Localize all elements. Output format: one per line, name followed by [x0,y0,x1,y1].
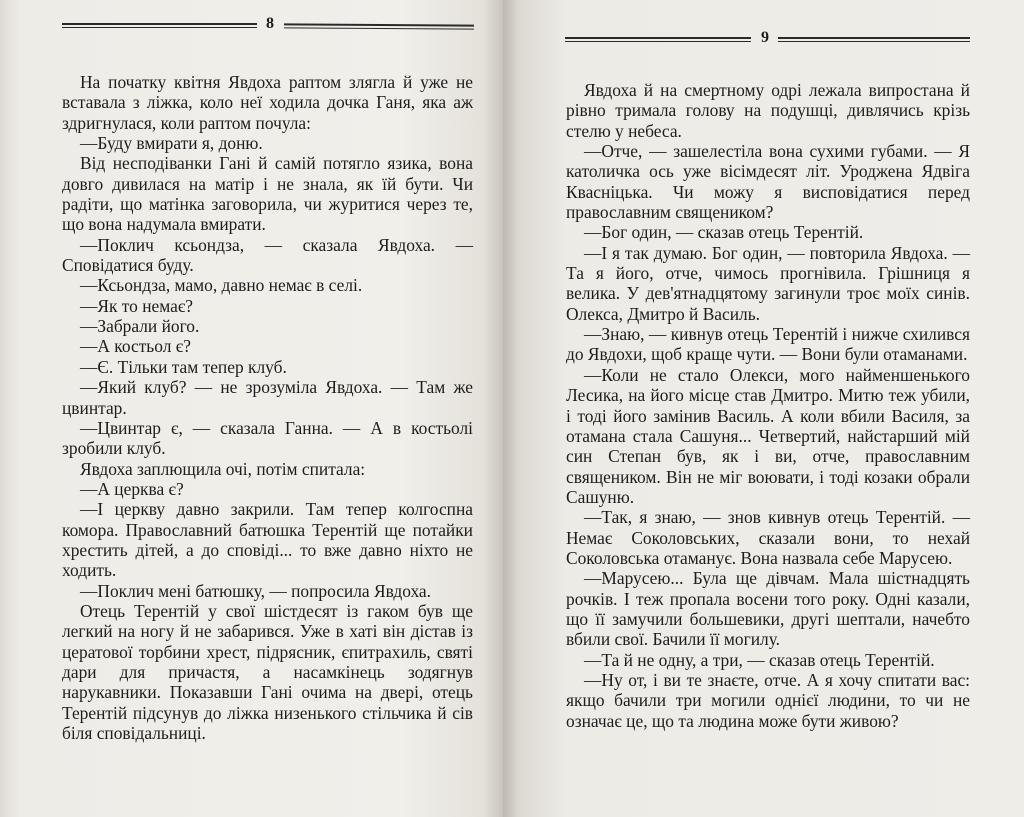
paragraph: Явдоха й на смертному одрі лежала випростана й рівно тримала голову на подушці, дивлячись крізь стелю у небеса. [566,80,970,141]
paragraph: —Поклич ксьондза, — сказала Явдоха. — Сповідатися буду. [62,234,473,276]
right-page-header [565,28,970,48]
page-number: 9 [761,29,769,46]
paragraph: —Ну от, і ви те знаєте, отче. А я хочу спитати вас: якщо бачили три могили однієї людини, то чи не означає це, що та людина може бути живою? [566,669,970,731]
paragraph: —Буду вмирати я, доню. [80,133,263,154]
header-rule-right [778,37,970,42]
paragraph: —Та й не одну, а три, — сказав отець Терентій. [584,649,935,670]
paragraph: —Бог один, — сказав отець Терентій. [584,222,864,243]
paragraph: На початку квітня Явдоха раптом злягла й уже не вставала з ліжка, коло неї ходила дочка Ганя, яка аж здригнулася, коли раптом почула: [62,72,473,133]
paragraph: —А церква є? [80,478,184,499]
paragraph: —І я так думаю. Бог один, — повторила Явдоха. — Та я його, отче, чимось прогнівила. Грішниця я велика. У дев'ятнадцятому загинули троє моїх синів. Олекса, Дмитро й Василь. [566,242,970,324]
paragraph: —Ксьондза, мамо, давно немає в селі. [80,275,363,296]
paragraph: —Так, я знаю, — знов кивнув отець Терентій. — Немає Соколовських, сказали вони, то нехай Соколовська отаманує. Вона назвала себе Марусею. [566,507,970,568]
right-page [503,0,1024,817]
header-rule-left [565,37,751,42]
right-page-text [566,80,970,731]
left-page [0,0,503,817]
paragraph: —І церкву давно закрили. Там тепер колгоспна комора. Православний батюшка Терентій ще потайки хрестить дітей, а до сповіді... то вже давно ніхто не ходить. [62,499,473,581]
left-page-header [62,14,474,34]
paragraph: —Як то немає? [80,295,194,316]
header-rule-right [284,23,474,29]
paragraph: —Коли не стало Олекси, мого найменшенького Лесика, на його місце став Дмитро. Митю теж убили, і тоді його замінив Василь. А коли вбили Василя, за отамана стала Сашуня... Четвертий, найстарший мій син Степан був, як і ви, отче, православним священиком. Він не міг воювати, і тоді козаки обрали Сашуню. [566,364,970,507]
paragraph: —Знаю, — кивнув отець Терентій і нижче схилився до Явдохи, щоб краще чути. — Вони були отаманами. [566,324,970,365]
paragraph: Отець Терентій у свої шістдесят із гаком був ще легкий на ногу й не забарився. Уже в хаті він дістав із цератової торбини хрест, підрясник, єпитрахиль, святі дари для причастя, а насамкінець зодягнув нарукавники. Показавши Гані очима на двері, отець Терентій підсунув до ліжка низенького стільчика й сів біля сповідальниці. [62,600,473,743]
header-rule-left [62,23,257,28]
paragraph: Явдоха заплющила очі, потім спитала: [80,458,366,479]
paragraph: Від несподіванки Гані й самій потягло язика, вона довго дивилася на матір і не знала, як їй бути. Чи радіти, що матінка заговорила, чи журитися через те, що вона надумала вмирати. [62,153,473,235]
left-page-text [62,72,473,743]
paragraph: —Цвинтар є, — сказала Ганна. — А в костьолі зробили клуб. [62,417,473,459]
paragraph: —Марусею... Була ще дівчам. Мала шістнадцять рочків. І теж пропала восени того року. Одні казали, що її замучили большевики, другі шептали, начебто вбили свої. Бачили її могилу. [566,568,970,650]
paragraph: —А костьол є? [80,336,191,357]
paragraph: —Отче, — зашелестіла вона сухими губами. — Я католичка ось уже вісімдесят літ. Уроджена Ядвіга Квасніцька. Чи можу я висповідатися перед православним священиком? [566,141,970,223]
paragraph: —Поклич мені батюшку, — попросила Явдоха. [80,580,431,601]
paragraph: —Є. Тільки там тепер клуб. [80,356,287,377]
paragraph: —Який клуб? — не зрозуміла Явдоха. — Там же цвинтар. [62,377,473,418]
page-number: 8 [266,15,274,32]
paragraph: —Забрали його. [80,316,200,337]
